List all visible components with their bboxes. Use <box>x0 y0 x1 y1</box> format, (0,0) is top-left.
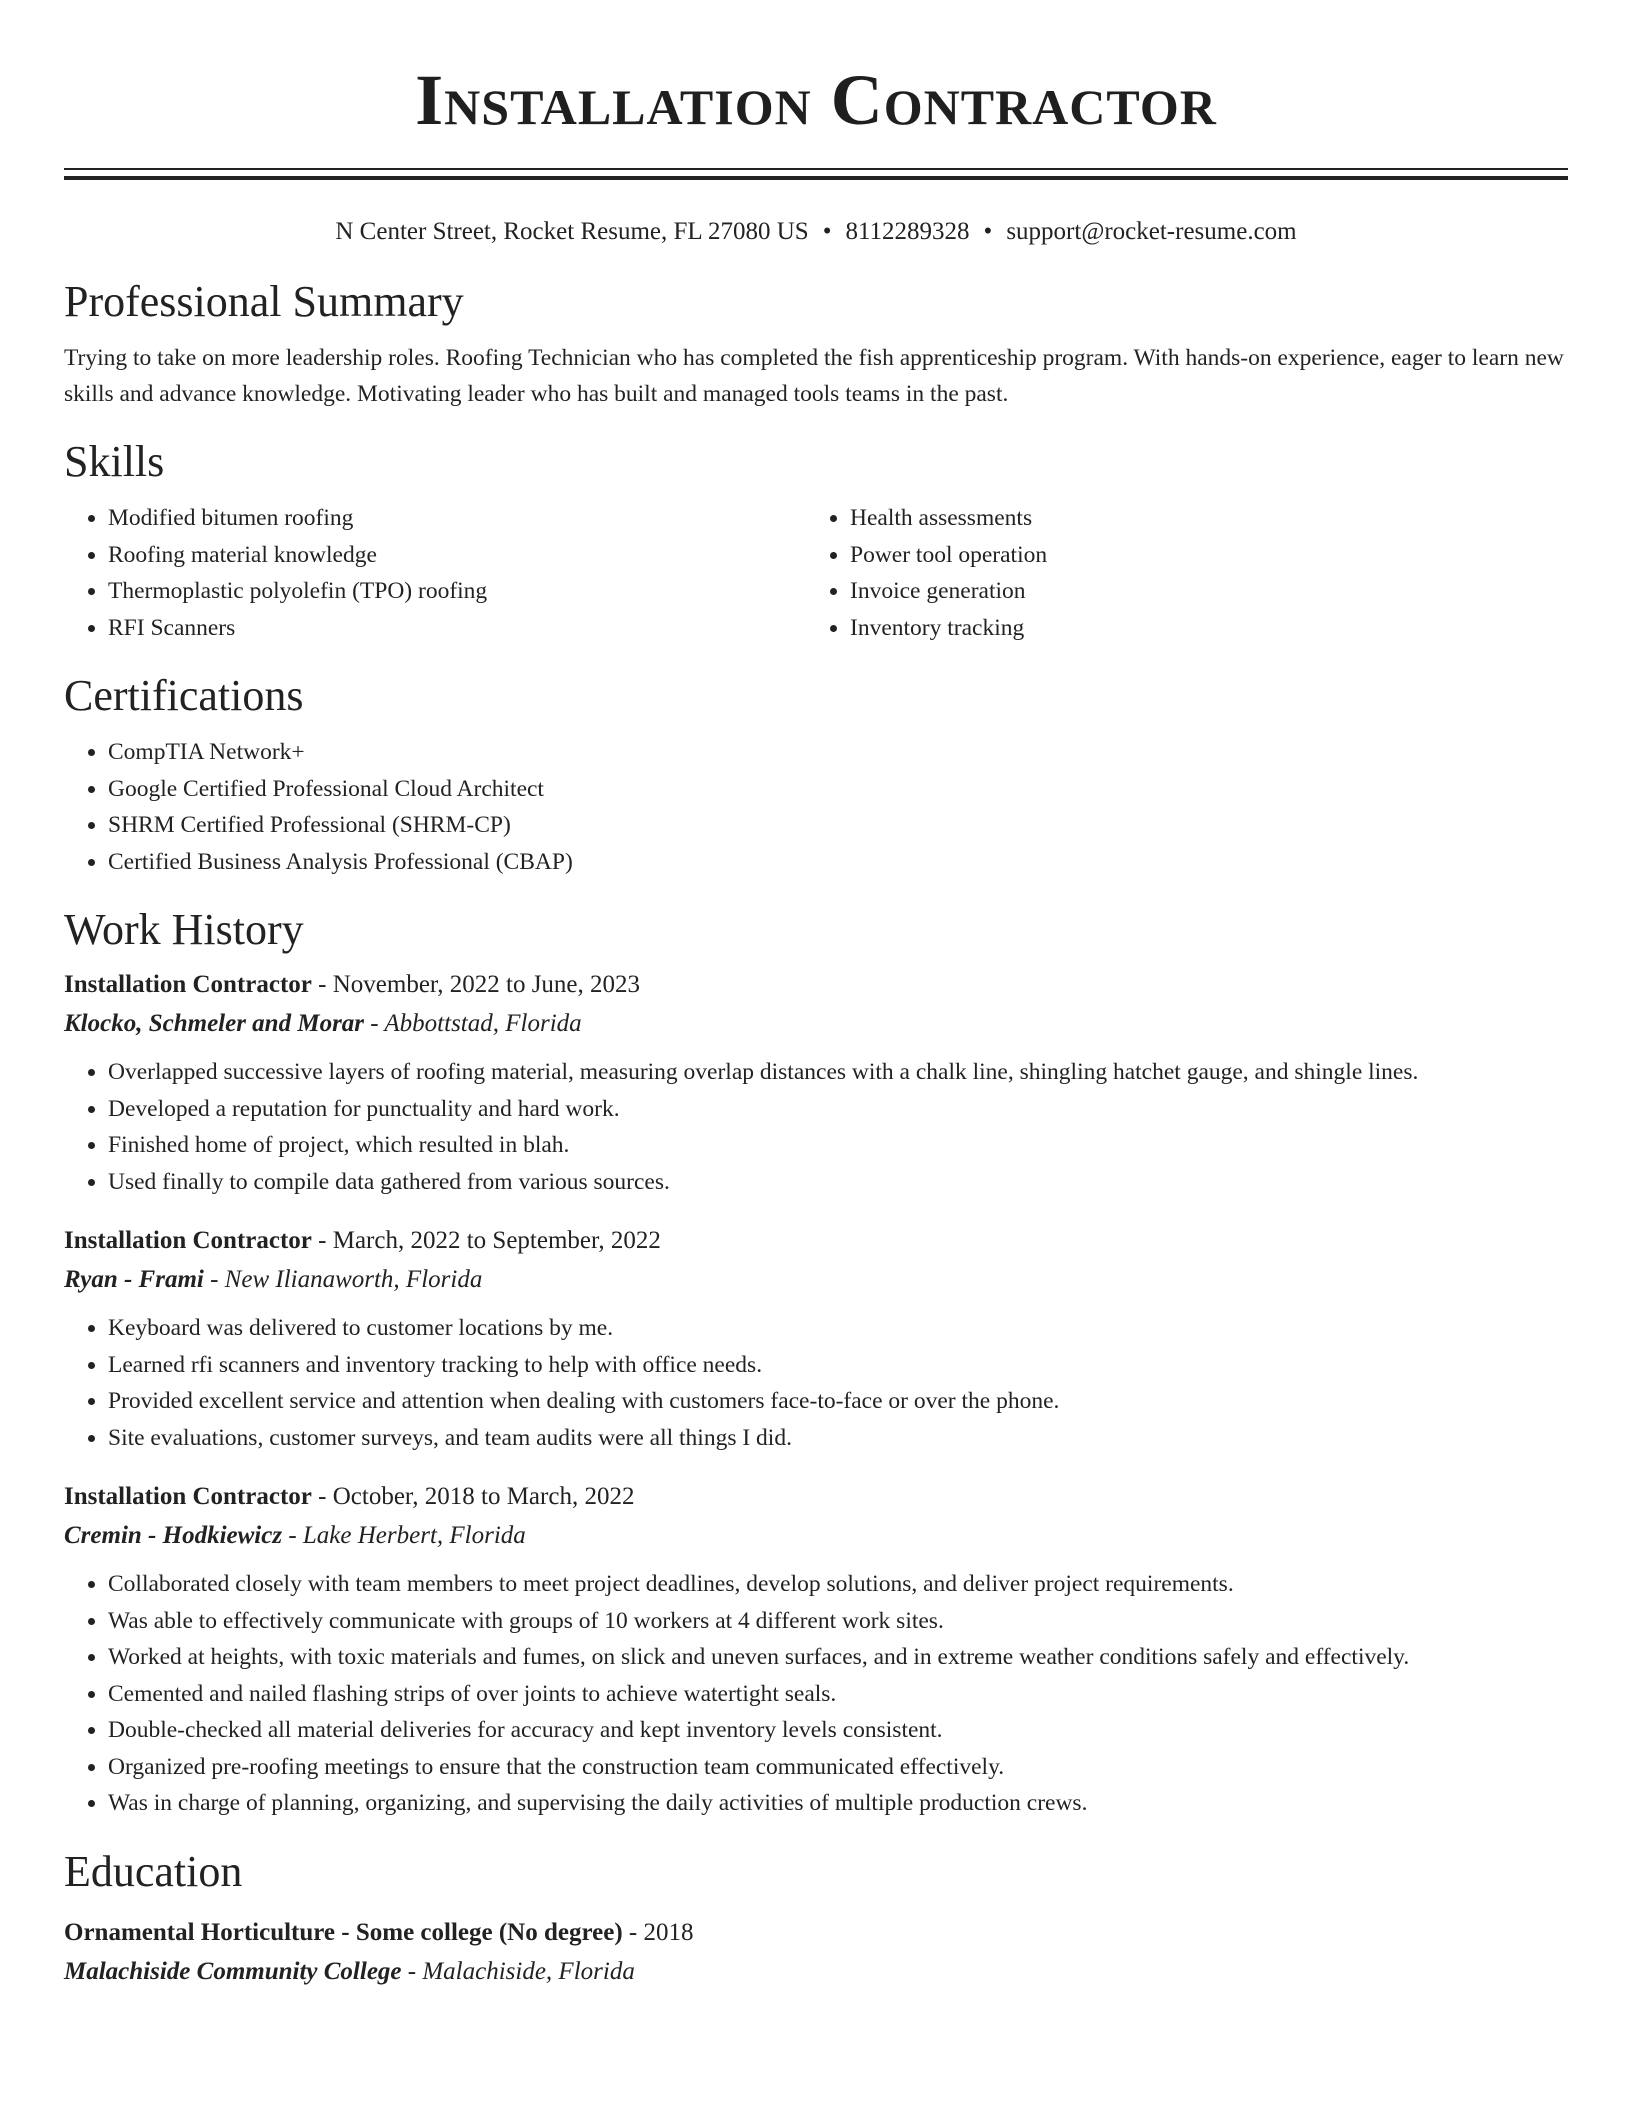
job-bullets <box>64 1566 1568 1822</box>
skill-item: • Thermoplastic polyolefin (TPO) roofing <box>108 573 806 610</box>
education-degree-line <box>64 1914 1568 1952</box>
job-bullet: • Learned rfi scanners and inventory tracking to help with office needs. <box>108 1347 1568 1384</box>
job-bullet: • Used finally to compile data gathered from various sources. <box>108 1164 1568 1201</box>
job-company: Klocko, Schmeler and Morar <box>64 1010 365 1037</box>
contact-separator: • <box>983 218 993 245</box>
skills-list <box>64 500 1568 646</box>
job-bullet: • Collaborated closely with team members to meet project deadlines, develop solutions, and deliver project requirements. <box>108 1566 1568 1603</box>
job-role: Installation Contractor <box>64 1483 312 1510</box>
job-location: - Abbottstad, Florida <box>364 1010 582 1037</box>
education-school: Malachiside Community College <box>64 1957 402 1985</box>
job-bullet: • Site evaluations, customer surveys, and team audits were all things I did. <box>108 1420 1568 1457</box>
education-entry <box>64 1914 1568 1992</box>
education-heading: Education <box>64 1846 243 1896</box>
job-bullet: • Overlapped successive layers of roofing material, measuring overlap distances with a chalk line, shingling hatchet gauge, and shingle lines. <box>108 1054 1568 1091</box>
job-company-line <box>64 1516 1568 1556</box>
certification-item: • Certified Business Analysis Professional (CBAP) <box>108 844 1568 881</box>
certifications-heading: Certifications <box>64 671 304 720</box>
job-bullet: • Finished home of project, which resulted in blah. <box>108 1127 1568 1164</box>
job-bullet: • Organized pre-roofing meetings to ensure that the construction team communicated effectively. <box>108 1749 1568 1786</box>
education-year: - 2018 <box>622 1918 694 1946</box>
header-divider-thin <box>64 168 1568 170</box>
job-title-line <box>64 1478 1568 1516</box>
contact-line <box>64 216 1568 248</box>
job-bullet: • Developed a reputation for punctuality and hard work. <box>108 1091 1568 1128</box>
skill-item: • Health assessments <box>850 500 1548 537</box>
summary-heading: Professional Summary <box>64 277 464 326</box>
work-history-heading: Work History <box>64 905 304 954</box>
job-dates: - October, 2018 to March, 2022 <box>311 1483 635 1510</box>
job-title-line <box>64 966 1568 1004</box>
skills-column-right <box>806 500 1548 646</box>
job-company: Cremin - Hodkiewicz <box>64 1522 283 1549</box>
job-title-line <box>64 1222 1568 1260</box>
skill-item: • RFI Scanners <box>108 610 806 647</box>
skills-column-left <box>64 500 806 646</box>
contact-address: N Center Street, Rocket Resume, FL 27080 US <box>335 218 809 245</box>
job-entry <box>64 1222 1568 1456</box>
job-bullet: • Cemented and nailed flashing strips of over joints to achieve watertight seals. <box>108 1676 1568 1713</box>
job-role: Installation Contractor <box>64 971 312 998</box>
contact-separator: • <box>822 218 832 245</box>
certifications-list <box>64 734 1568 880</box>
job-company-line <box>64 1260 1568 1300</box>
job-dates: - March, 2022 to September, 2022 <box>311 1227 661 1254</box>
job-location: - Lake Herbert, Florida <box>282 1522 526 1549</box>
job-company: Ryan - Frami <box>64 1266 204 1293</box>
job-entry <box>64 1478 1568 1822</box>
skill-item: • Modified bitumen roofing <box>108 500 806 537</box>
job-bullets <box>64 1054 1568 1200</box>
job-location: - New Ilianaworth, Florida <box>203 1266 483 1293</box>
certification-item: • Google Certified Professional Cloud Architect <box>108 771 1568 808</box>
job-entry <box>64 966 1568 1200</box>
education-location: - Malachiside, Florida <box>401 1957 635 1985</box>
skill-item: • Power tool operation <box>850 537 1548 574</box>
skill-item: • Roofing material knowledge <box>108 537 806 574</box>
contact-email: support@rocket-resume.com <box>1006 218 1297 245</box>
job-bullets <box>64 1310 1568 1456</box>
job-bullet: • Was in charge of planning, organizing, and supervising the daily activities of multiple production crews. <box>108 1785 1568 1822</box>
certification-item: • CompTIA Network+ <box>108 734 1568 771</box>
job-company-line <box>64 1004 1568 1044</box>
skills-heading: Skills <box>64 437 165 486</box>
job-bullet: • Was able to effectively communicate with groups of 10 workers at 4 different work sites. <box>108 1603 1568 1640</box>
job-bullet: • Keyboard was delivered to customer locations by me. <box>108 1310 1568 1347</box>
job-role: Installation Contractor <box>64 1227 312 1254</box>
skill-item: • Invoice generation <box>850 573 1548 610</box>
job-bullet: • Provided excellent service and attention when dealing with customers face-to-face or over the phone. <box>108 1383 1568 1420</box>
job-bullet: • Double-checked all material deliveries for accuracy and kept inventory levels consistent. <box>108 1712 1568 1749</box>
job-bullet: • Worked at heights, with toxic materials and fumes, on slick and uneven surfaces, and in extreme weather conditions safely and effectively. <box>108 1639 1568 1676</box>
header-divider-thick <box>64 176 1568 180</box>
certification-item: • SHRM Certified Professional (SHRM-CP) <box>108 807 1568 844</box>
job-dates: - November, 2022 to June, 2023 <box>311 971 641 998</box>
skill-item: • Inventory tracking <box>850 610 1548 647</box>
education-degree: Ornamental Horticulture - Some college (No degree) <box>64 1918 623 1946</box>
contact-phone: 8112289328 <box>845 218 970 245</box>
resume-name: Installation Contractor <box>415 60 1217 140</box>
summary-text: Trying to take on more leadership roles. Roofing Technician who has completed the fish apprenticeship program. With hands-on experience, eager to learn new skills and advance knowledge. Motivating leader who has built and managed tools teams in the past. <box>64 345 1564 407</box>
education-school-line <box>64 1952 1568 1992</box>
